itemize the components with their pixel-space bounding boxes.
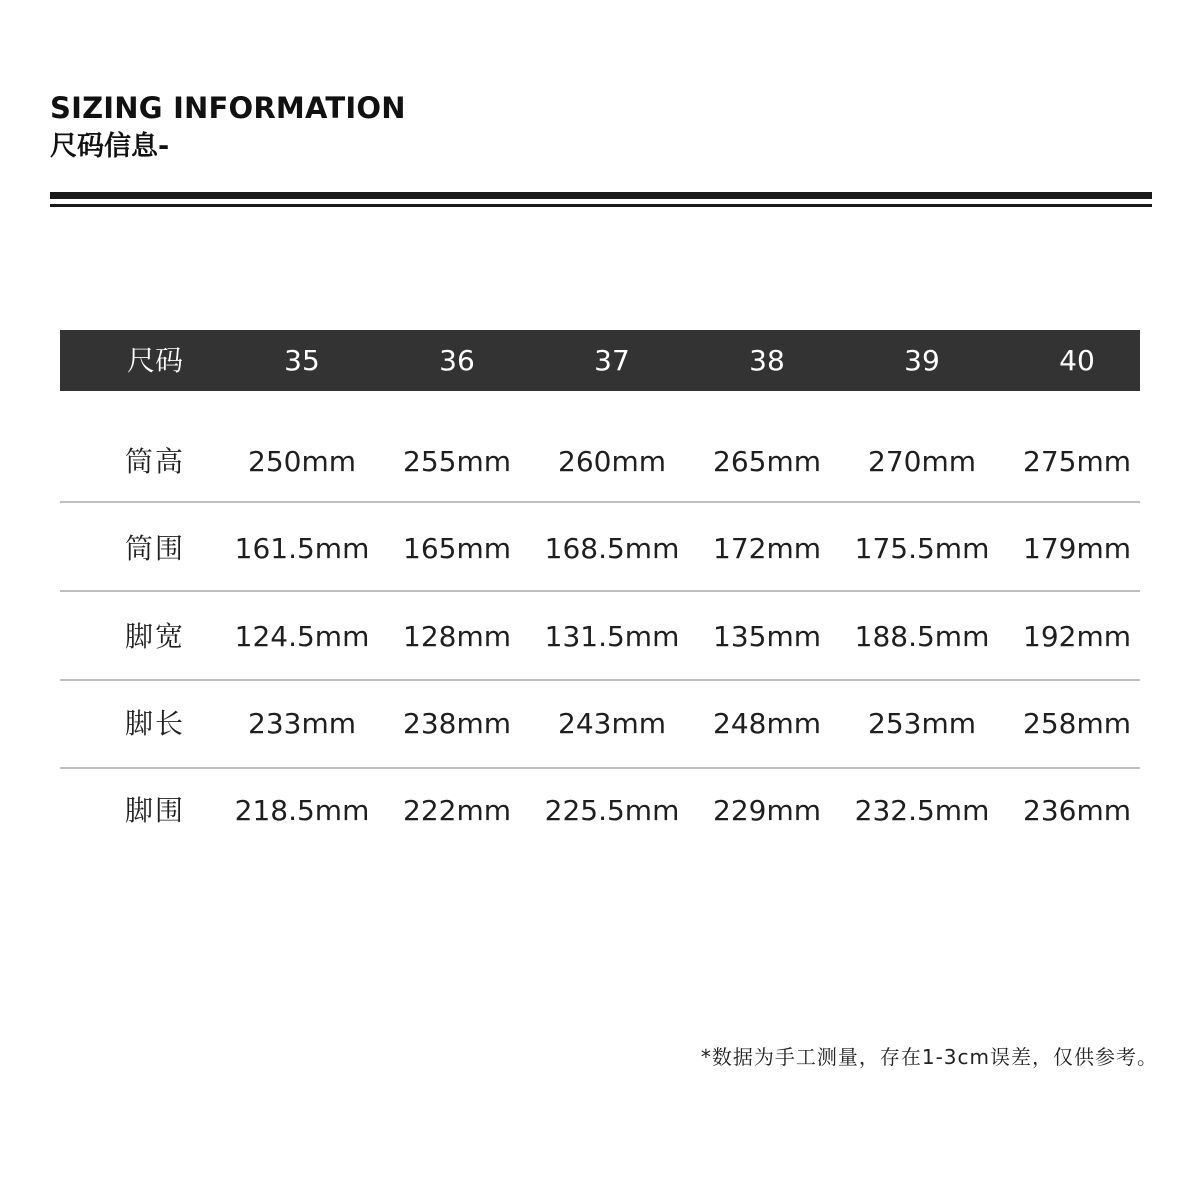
row-label-foot-width: 脚宽 bbox=[124, 620, 185, 653]
row-divider bbox=[60, 679, 1140, 681]
table-cell: 248mm bbox=[713, 707, 821, 740]
row-divider bbox=[60, 501, 1140, 503]
row-label-shaft-height: 筒高 bbox=[124, 445, 185, 478]
table-cell: 270mm bbox=[868, 445, 976, 478]
table-cell: 238mm bbox=[403, 707, 511, 740]
table-cell: 128mm bbox=[403, 620, 511, 653]
table-cell: 260mm bbox=[558, 445, 666, 478]
sizing-title-zh: 尺码信息- bbox=[50, 131, 170, 162]
header-cell-37: 37 bbox=[594, 344, 630, 377]
table-cell: 233mm bbox=[248, 707, 356, 740]
row-divider bbox=[60, 590, 1140, 592]
table-cell: 172mm bbox=[713, 532, 821, 565]
table-cell: 258mm bbox=[1023, 707, 1131, 740]
table-cell: 188.5mm bbox=[854, 620, 990, 653]
table-cell: 161.5mm bbox=[234, 532, 370, 565]
row-divider bbox=[60, 767, 1140, 769]
table-cell: 225.5mm bbox=[544, 794, 680, 827]
header-cell-38: 38 bbox=[749, 344, 785, 377]
table-cell: 192mm bbox=[1023, 620, 1131, 653]
table-cell: 243mm bbox=[558, 707, 666, 740]
table-cell: 229mm bbox=[713, 794, 821, 827]
table-cell: 232.5mm bbox=[854, 794, 990, 827]
table-cell: 135mm bbox=[713, 620, 821, 653]
table-cell: 168.5mm bbox=[544, 532, 680, 565]
title-rule-thick bbox=[50, 192, 1152, 199]
table-cell: 222mm bbox=[403, 794, 511, 827]
header-cell-size-label: 尺码 bbox=[126, 344, 183, 377]
sizing-title-en: SIZING INFORMATION bbox=[50, 91, 406, 125]
table-cell: 255mm bbox=[403, 445, 511, 478]
table-cell: 265mm bbox=[713, 445, 821, 478]
table-cell: 250mm bbox=[248, 445, 356, 478]
table-cell: 253mm bbox=[868, 707, 976, 740]
table-cell: 236mm bbox=[1023, 794, 1131, 827]
row-label-shaft-circumference: 筒围 bbox=[124, 532, 185, 565]
header-cell-39: 39 bbox=[904, 344, 940, 377]
header-cell-36: 36 bbox=[439, 344, 475, 377]
header-cell-35: 35 bbox=[284, 344, 320, 377]
title-rule-thin bbox=[50, 204, 1152, 207]
table-cell: 218.5mm bbox=[234, 794, 370, 827]
table-cell: 124.5mm bbox=[234, 620, 370, 653]
table-cell: 165mm bbox=[403, 532, 511, 565]
table-cell: 131.5mm bbox=[544, 620, 680, 653]
measurement-footnote: *数据为手工测量，存在1-3cm误差，仅供参考。 bbox=[700, 1045, 1158, 1069]
table-cell: 179mm bbox=[1023, 532, 1131, 565]
table-cell: 275mm bbox=[1023, 445, 1131, 478]
row-label-foot-length: 脚长 bbox=[124, 707, 185, 740]
header-cell-40: 40 bbox=[1059, 344, 1095, 377]
table-cell: 175.5mm bbox=[854, 532, 990, 565]
row-label-foot-circumference: 脚围 bbox=[124, 794, 185, 827]
